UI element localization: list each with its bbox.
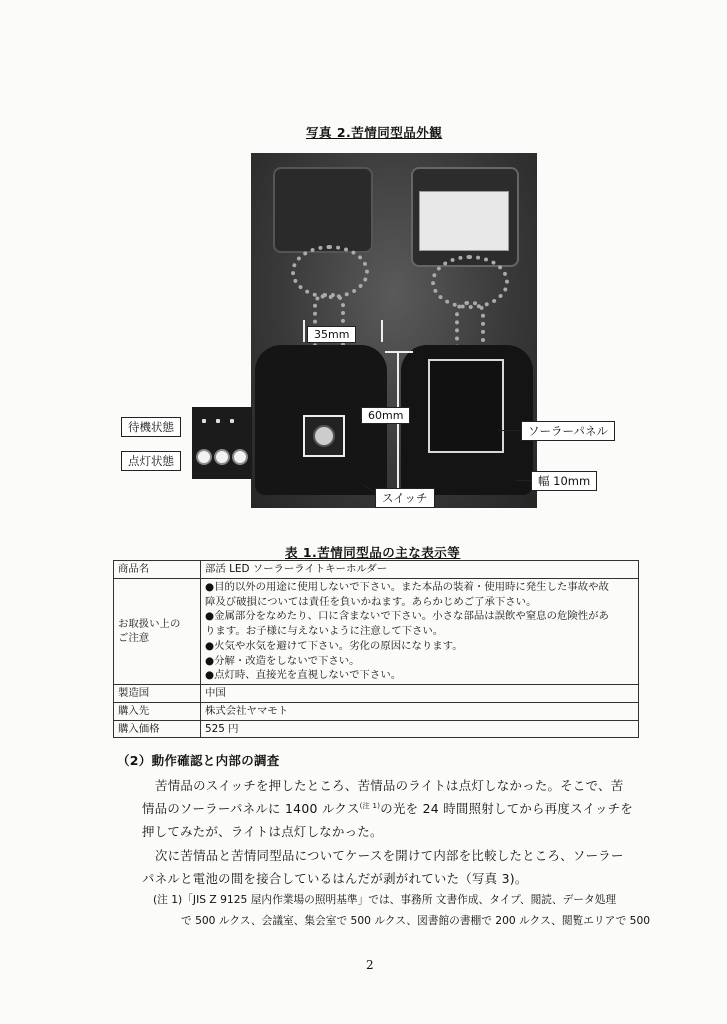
caution-line: ●点灯時、直接光を直視しないで下さい。 [205,669,402,682]
standby-strip [192,407,252,437]
section-heading: （2）動作確認と内部の調査 [117,753,280,768]
footnote-line: (注 1)「JIS Z 9125 屋内作業場の照明基準」では、事務所 文書作成、タイプ、閲読、データ処理 [153,893,617,906]
paragraph-line: 押してみたが、ライトは点灯しなかった。 [142,824,383,839]
switch-icon [313,425,335,447]
dim-line [381,320,383,342]
table-value-cell: 中国 [201,685,639,703]
solar-panel-label: ソーラーパネル [521,421,615,441]
table-row [114,685,639,703]
led-on-icon [232,449,248,465]
lit-label: 点灯状態 [121,451,181,471]
footnote-line: で 500 ルクス、会議室、集会室で 500 ルクス、図書館の書棚で 200 ルクス、閲覧エリアで 500 [181,914,651,927]
paragraph-text: の光を 24 時間照射してから再度スイッチを [380,801,634,816]
table-row [114,702,639,720]
standby-label: 待機状態 [121,417,181,437]
table-header-cell: 購入先 [114,702,201,720]
led-on-icon [214,449,230,465]
table-caption: 表 1.苦情同型品の主な表示等 [285,545,461,560]
chain-ring-left [291,245,369,299]
caution-cell [201,578,639,684]
caution-line: ●火気や水気を避けて下さい。劣化の原因になります。 [205,639,463,652]
caution-line: 障及び破損については責任を負いかねます。あらかじめご了承下さい。 [205,595,537,608]
caution-header-line: お取扱い上の [118,617,181,630]
lit-strip [192,437,252,479]
barcode-label [419,191,509,251]
switch-label: スイッチ [375,488,435,508]
dimension-height-label: 60mm [361,407,410,424]
table-row [114,561,639,579]
led-on-icon [196,449,212,465]
keyholder-tag-left [273,167,373,253]
table-row [114,720,639,738]
table-value-cell: 株式会社ヤマモト [201,702,639,720]
dim-line [303,320,305,342]
paragraph-text: 情品のソーラーパネルに 1400 ルクス [142,801,360,816]
dimension-width-label: 35mm [307,326,356,343]
table-row [114,578,639,684]
paragraph-line [142,799,633,817]
solar-panel [428,359,504,453]
table-value-cell: 525 円 [201,720,639,738]
photo-caption: 写真 2.苦情同型品外観 [306,125,443,140]
caution-line: ●分解・改造をしないで下さい。 [205,654,360,667]
table-header-cell: 製造国 [114,685,201,703]
table-header-cell [114,578,201,684]
led-off-icon [202,419,206,423]
page-number: 2 [366,958,374,972]
table-value-cell: 部活 LED ソーラーライトキーホルダー [201,561,639,579]
switch-highlight [303,415,345,457]
led-off-icon [216,419,220,423]
led-off-icon [230,419,234,423]
table-header-cell: 商品名 [114,561,201,579]
paragraph-line: 苦情品のスイッチを押したところ、苦情品のライトは点灯しなかった。そこで、苦 [155,778,624,793]
caution-line: ●金属部分をなめたり、口に含まないで下さい。小さな部品は誤飲や窒息の危険性があ [205,610,609,623]
depth-label: 幅 10mm [531,471,597,491]
caution-line: ります。お子様に与えないように注意して下さい。 [205,625,444,638]
footnote-ref: (注 1) [359,801,381,810]
caution-header-line: ご注意 [118,632,150,645]
table-header-cell: 購入価格 [114,720,201,738]
dim-line [385,351,413,353]
caution-line: ●目的以外の用途に使用しないで下さい。また本品の装着・使用時に発生した事故や故 [205,580,609,593]
paragraph-line: パネルと電池の間を接合しているはんだが剥がれていた（写真 3)。 [142,871,528,886]
product-photo [251,153,537,508]
paragraph-line: 次に苦情品と苦情同型品についてケースを開けて内部を比較したところ、ソーラー [155,848,624,863]
product-info-table [113,560,639,738]
leader-line [498,430,522,431]
